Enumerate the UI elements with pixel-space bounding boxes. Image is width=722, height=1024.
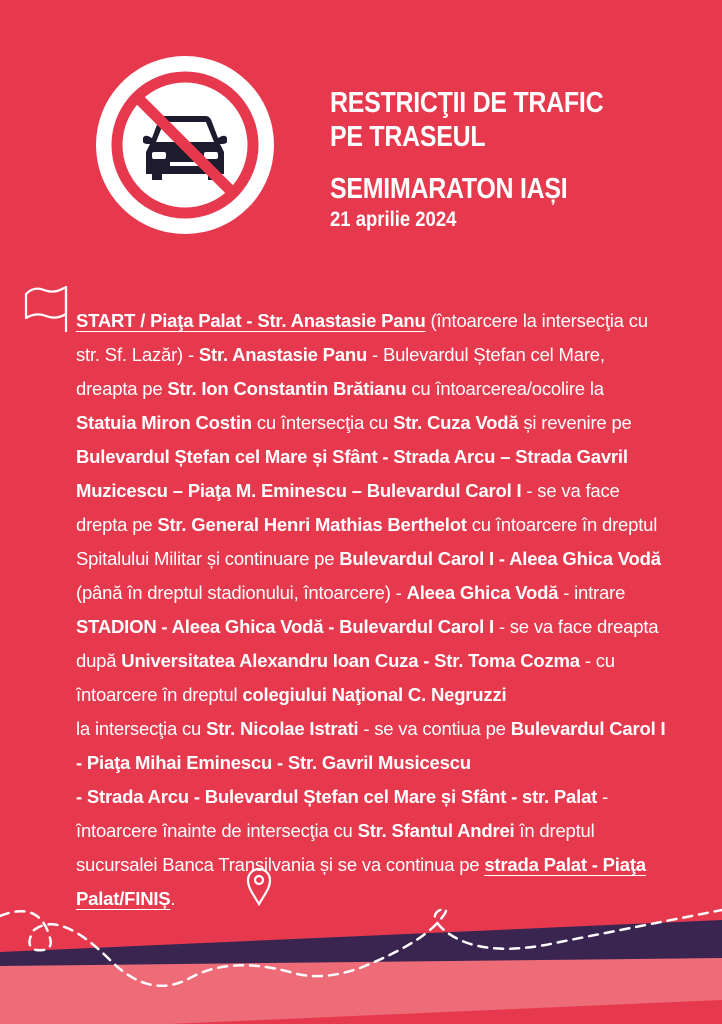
route-segment: în dreptul sucursalei Banca Transilvania și se va continua pe: [76, 820, 595, 875]
route-segment: Str. Sfantul Andrei: [357, 820, 515, 841]
route-segment: cu întersecţia cu: [251, 412, 394, 433]
route-segment: - întoarcere înainte de intersecţia cu: [76, 786, 609, 841]
bottom-decoration: [0, 880, 722, 1024]
route-segment: strada Palat - Piaţa Palat/FINIȘ: [76, 854, 646, 909]
route-segment: Bulevardul Carol I - Aleea Ghica Vodă: [339, 548, 661, 569]
title-line-2: PE TRASEUL: [330, 121, 486, 153]
route-segment: colegiului Naţional C. Negruzzi: [242, 684, 507, 705]
route-segment: START / Piaţa Palat - Str. Anastasie Panu: [76, 310, 426, 331]
route-segment: - se va contiua pe: [358, 718, 511, 739]
event-date: 21 aprilie 2024: [330, 208, 457, 231]
route-segment: Bulevardul Carol I - Piaţa Mihai Eminescu - Str. Gavril Musicescu: [76, 718, 666, 773]
route-segment: (întoarcere la intersecţia cu str. Sf. Lazăr) -: [76, 310, 648, 365]
route-segment: (până în dreptul stadionului, întoarcere) -: [76, 582, 407, 603]
route-segment: Universitatea Alexandru Ioan Cuza - Str. Toma Cozma: [121, 650, 580, 671]
page-title: [330, 86, 657, 206]
route-segment: Statuia Miron Costin: [76, 412, 252, 433]
route-segment: Str. Anastasie Panu: [198, 344, 368, 365]
route-description: [76, 304, 666, 916]
route-segment: la intersecţia cu: [76, 718, 207, 739]
route-segment: - se va face drepta pe: [76, 480, 620, 535]
route-segment: Str. Cuza Vodă: [393, 412, 519, 433]
route-segment: - Bulevardul Ștefan cel Mare, dreapta pe: [76, 344, 605, 399]
route-segment: STADION - Aleea Ghica Vodă - Bulevardul Carol I: [76, 616, 494, 637]
route-segment: Aleea Ghica Vodă: [406, 582, 559, 603]
route-segment: - se va face dreapta după: [76, 616, 659, 671]
route-segment: și revenire pe: [518, 412, 632, 433]
route-segment: Str. Nicolae Istrati: [206, 718, 359, 739]
route-segment: Str. General Henri Mathias Berthelot: [157, 514, 467, 535]
route-segment: Str. Ion Constantin Brătianu: [167, 378, 407, 399]
start-flag-icon: [22, 282, 82, 332]
route-segment: .: [170, 888, 176, 909]
header: [330, 86, 710, 232]
route-segment: - cu întoarcere în dreptul: [76, 650, 615, 705]
route-segment: Bulevardul Ștefan cel Mare și Sfânt - Strada Arcu – Strada Gavril Muzicescu – Piaţa M. Eminescu – Bulevardul Carol I: [76, 446, 628, 501]
route-segment: cu întoarcerea/ocolire la: [406, 378, 604, 399]
title-line-1: RESTRICŢII DE TRAFIC: [330, 87, 604, 119]
event-name: SEMIMARATON IAȘI: [330, 173, 568, 205]
route-segment: - intrare: [558, 582, 626, 603]
no-cars-icon: [96, 56, 274, 234]
route-segment: - Strada Arcu - Bulevardul Ștefan cel Mare și Sfânt - str. Palat: [76, 786, 598, 807]
route-segment: cu întoarcere în dreptul Spitalului Militar și continuare pe: [76, 514, 658, 569]
